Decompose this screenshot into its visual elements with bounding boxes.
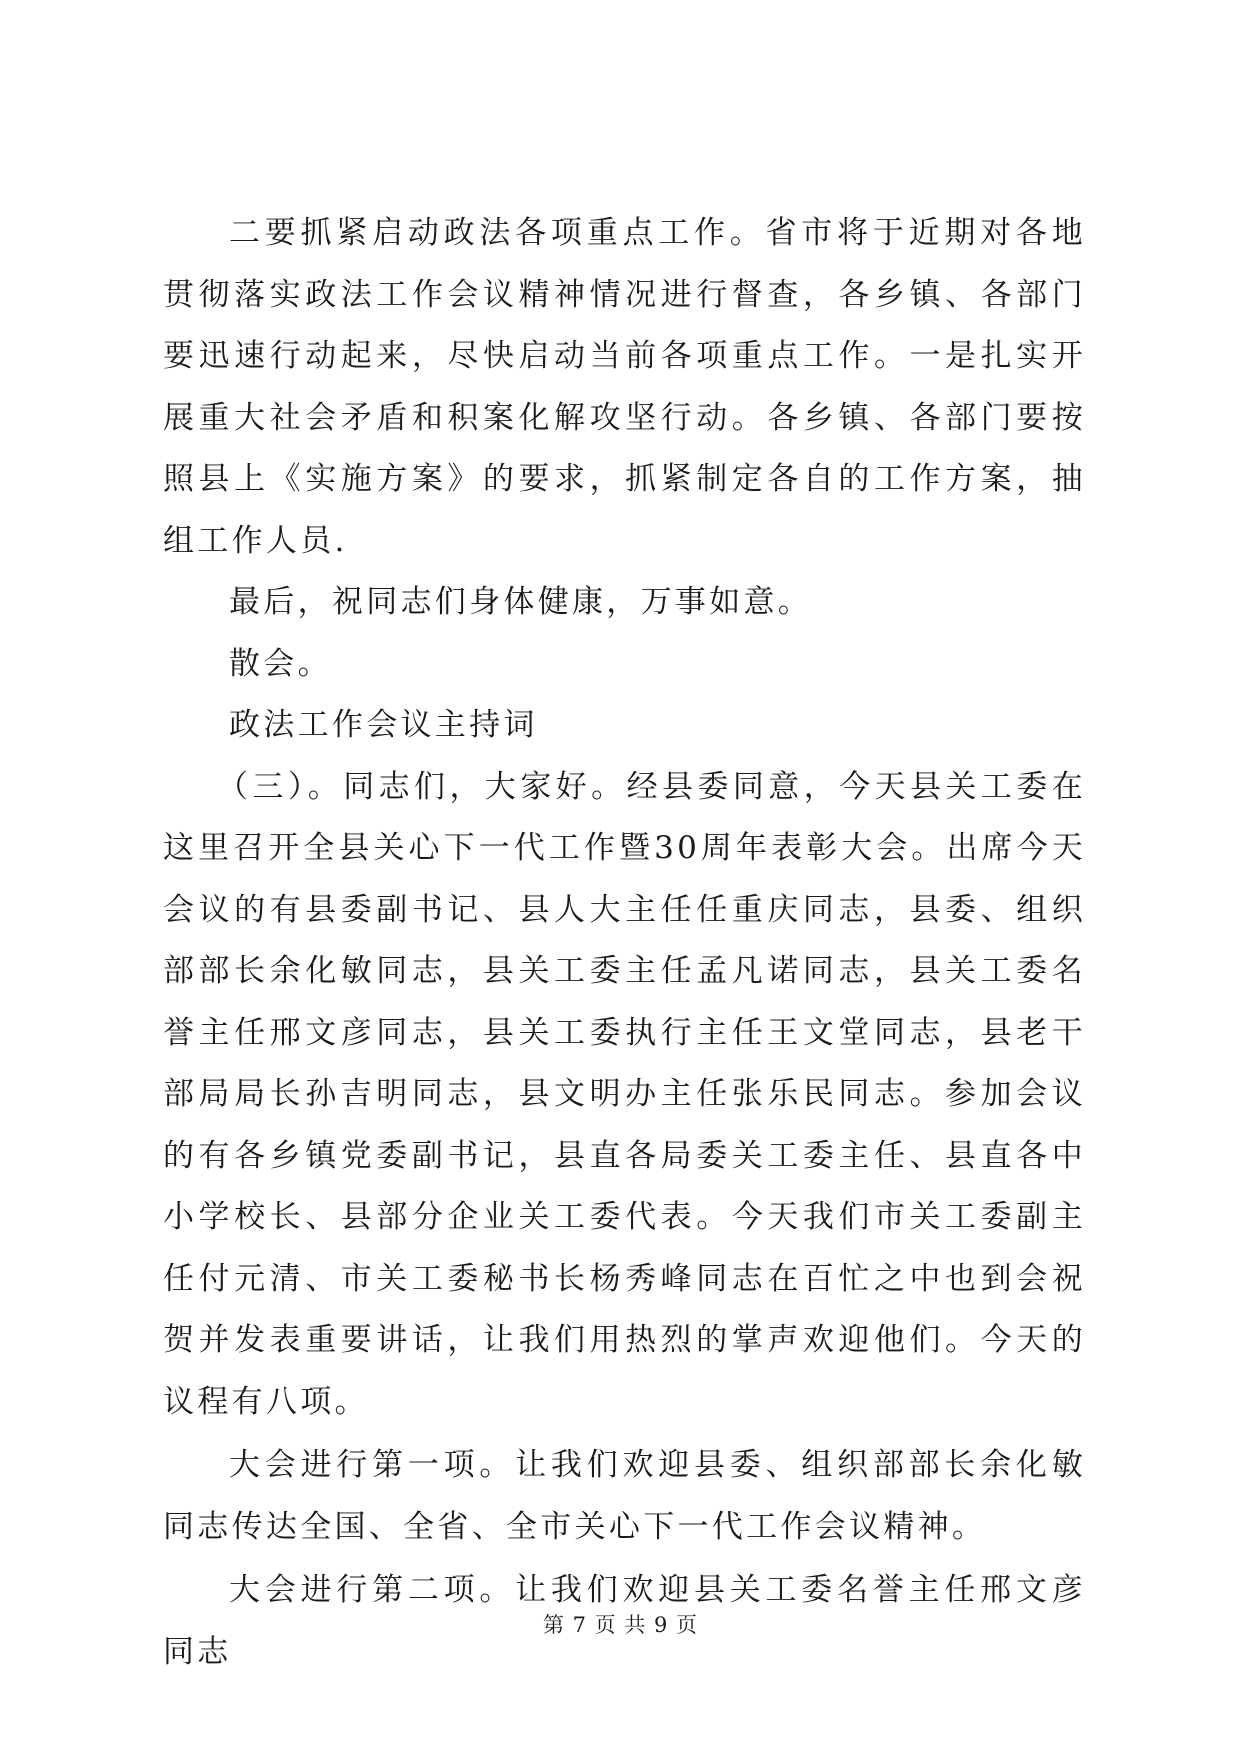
paragraph-section-title: 政法工作会议主持词: [229, 707, 538, 743]
page-number-footer: 第 7 页 共 9 页: [542, 1613, 699, 1637]
paragraph-agenda-item-one: 大会进行第一项。让我们欢迎县委、组织部部长余化敏同志传达全国、全省、全市关心下一代工作会议精神。: [163, 1447, 1086, 1545]
paragraph-opening-remarks: （三）。同志们，大家好。经县委同意，今天县关工委在这里召开全县关心下一代工作暨30周年表彰大会。出席今天会议的有县委副书记、县人大主任任重庆同志，县委、组织部部长余化敏同志，县关工委主任孟凡诺同志，县关工委名誉主任邢文彦同志，县关工委执行主任王文堂同志，县老干部局局长孙吉明同志，县文明办主任张乐民同志。参加会议的有各乡镇党委副书记，县直各局委关工委主任、县直各中小学校长、县部分企业关工委代表。今天我们市关工委副主任付元清、市关工委秘书长杨秀峰同志在百忙之中也到会祝贺并发表重要讲话，让我们用热烈的掌声欢迎他们。今天的议程有八项。: [163, 768, 1086, 1420]
paragraph-political-work: 二要抓紧启动政法各项重点工作。省市将于近期对各地贯彻落实政法工作会议精神情况进行督查，各乡镇、各部门要迅速行动起来，尽快启动当前各项重点工作。一是扎实开展重大社会矛盾和积案化解攻坚行动。各乡镇、各部门要按照县上《实施方案》的要求，抓紧制定各自的工作方案，抽组工作人员.: [163, 215, 1086, 559]
paragraph-adjourn: 散会。: [229, 645, 332, 682]
paragraph-agenda-item-two: 大会进行第二项。让我们欢迎县关工委名誉主任邢文彦同志: [163, 1572, 1086, 1670]
paragraph-closing-wishes: 最后，祝同志们身体健康，万事如意。: [229, 584, 813, 620]
document-body: [163, 203, 1086, 1683]
